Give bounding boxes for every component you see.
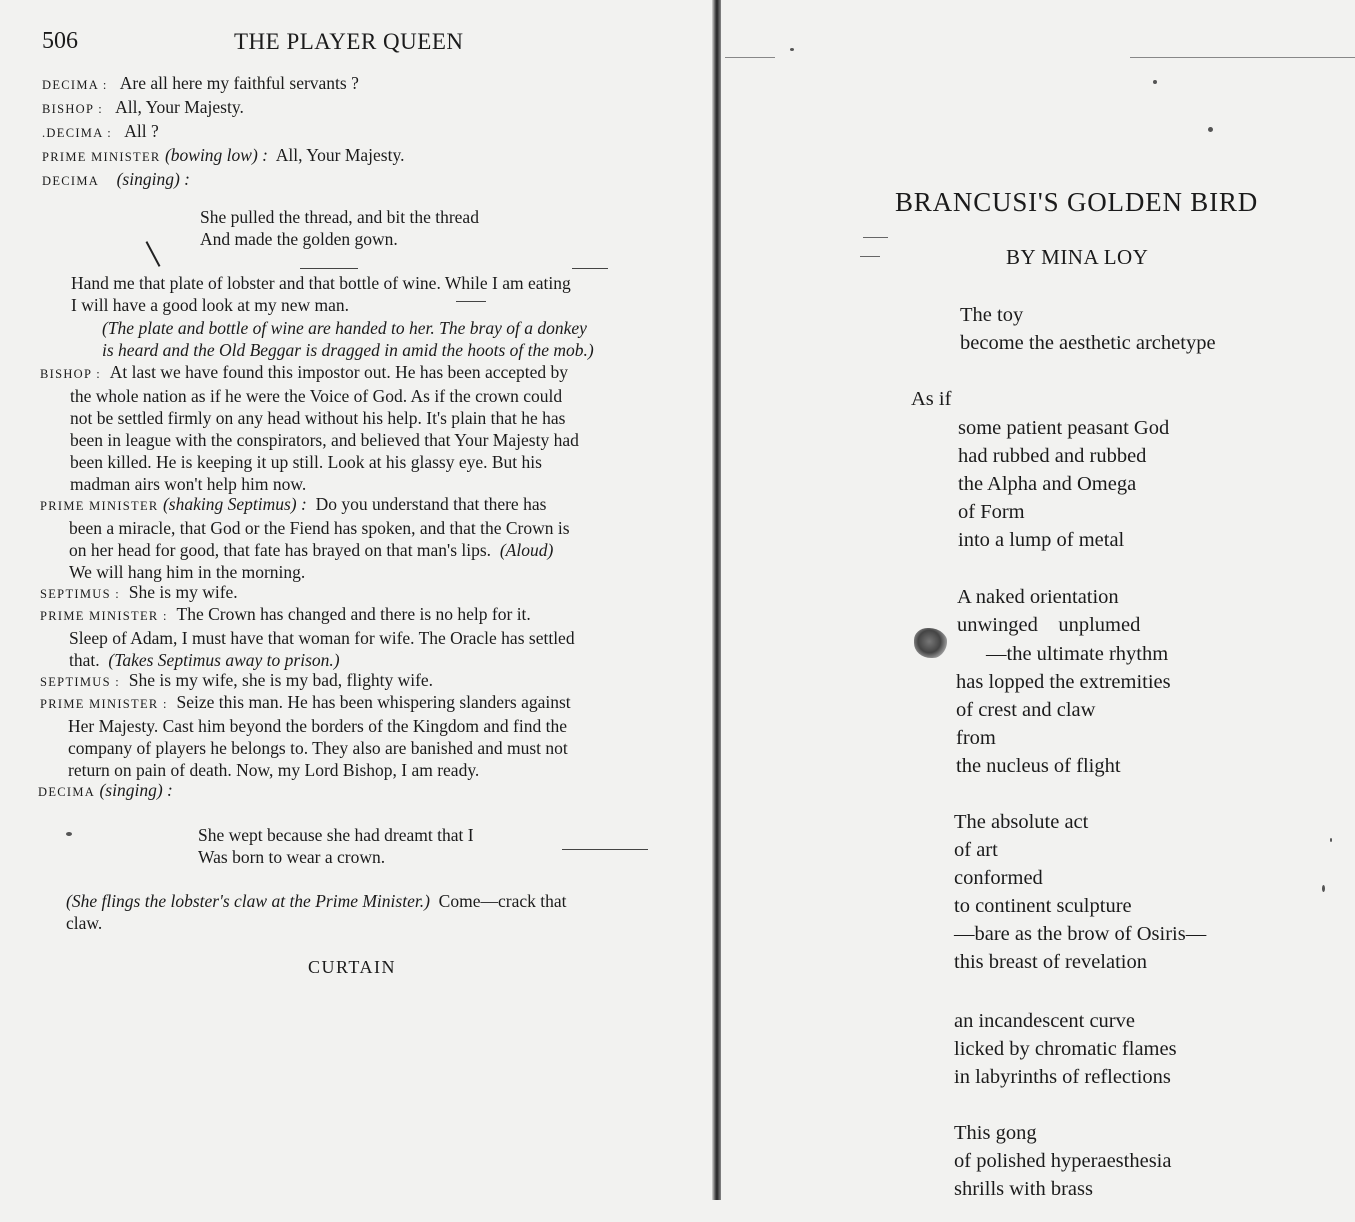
poem-line: The absolute act bbox=[954, 811, 1089, 833]
poem-line: unwinged unplumed bbox=[957, 614, 1141, 636]
speech-line: Hand me that plate of lobster and that bottle of wine. While I am eating bbox=[71, 273, 571, 293]
scan-mark bbox=[725, 57, 775, 58]
speech-line bbox=[40, 539, 570, 561]
divider-rule bbox=[572, 268, 608, 269]
speech-line: madman airs won't help him now. bbox=[70, 474, 307, 494]
divider-rule bbox=[456, 301, 486, 302]
stage-direction-line: (The plate and bottle of wine are handed to her. The bray of a donkey bbox=[102, 318, 587, 338]
poem-title: BRANCUSI'S GOLDEN BIRD bbox=[895, 187, 1258, 217]
poem-line: of crest and claw bbox=[956, 699, 1096, 721]
poem-line: had rubbed and rubbed bbox=[958, 445, 1147, 467]
speech-text: on her head for good, that fate has brayed on that man's lips. bbox=[69, 540, 492, 560]
stanza bbox=[954, 808, 1206, 976]
speaker-label: BISHOP : bbox=[42, 102, 103, 116]
speech-text: Are all here my faithful servants ? bbox=[119, 73, 359, 93]
poem-line: As if bbox=[911, 388, 952, 410]
poem-line: some patient peasant God bbox=[958, 417, 1170, 439]
speech-text: All, Your Majesty. bbox=[115, 97, 244, 117]
speaker-label: PRIME MINISTER : bbox=[40, 609, 168, 623]
speaker-label: DECIMA bbox=[38, 785, 96, 799]
song-line: Was born to wear a crown. bbox=[198, 847, 386, 867]
stray-mark bbox=[146, 241, 161, 267]
poem-line: of Form bbox=[958, 501, 1025, 523]
speech-line bbox=[40, 691, 571, 715]
poem-line: an incandescent curve bbox=[954, 1010, 1135, 1032]
speaker-label: PRIME MINISTER bbox=[42, 150, 161, 164]
speech-text: Come—crack that bbox=[438, 891, 567, 911]
speaker-label: DECIMA : bbox=[42, 78, 108, 92]
speech-text: All, Your Majesty. bbox=[275, 145, 405, 165]
poem-line: shrills with brass bbox=[954, 1178, 1093, 1200]
decima-singing bbox=[38, 779, 173, 803]
speech-line bbox=[40, 649, 575, 671]
speaker-label: PRIME MINISTER bbox=[40, 499, 159, 513]
speech-text: All ? bbox=[124, 121, 159, 141]
poem-line: the Alpha and Omega bbox=[958, 473, 1137, 495]
divider-rule bbox=[300, 268, 358, 269]
song-line: And made the golden gown. bbox=[200, 229, 398, 249]
dialogue-line bbox=[42, 96, 404, 120]
stage-direction: (singing) : bbox=[99, 780, 173, 800]
poem-line: in labyrinths of reflections bbox=[954, 1066, 1171, 1088]
dialogue-line bbox=[42, 144, 404, 168]
stage-direction: (Takes Septimus away to prison.) bbox=[108, 650, 340, 670]
page-number: 506 bbox=[42, 28, 78, 54]
dialogue-line bbox=[42, 72, 404, 96]
ink-speck bbox=[1153, 80, 1157, 84]
ink-speck bbox=[66, 832, 72, 836]
scan-mark bbox=[860, 256, 880, 257]
stage-direction-block bbox=[102, 317, 594, 361]
speech-line: Her Majesty. Cast him beyond the borders of the Kingdom and find the bbox=[68, 716, 567, 736]
curtain-label: CURTAIN bbox=[308, 957, 396, 977]
speech-line bbox=[40, 581, 238, 605]
speaker-label: SEPTIMUS : bbox=[40, 675, 121, 689]
poem-line: The toy bbox=[960, 304, 1024, 326]
poem-line: become the aesthetic archetype bbox=[960, 332, 1216, 354]
dialogue-line bbox=[42, 120, 404, 144]
stanza bbox=[960, 301, 1216, 357]
stanza bbox=[954, 1119, 1171, 1203]
speech-text: Seize this man. He has been whispering slanders against bbox=[176, 692, 571, 712]
right-page bbox=[720, 0, 1355, 1222]
ink-speck bbox=[790, 48, 794, 51]
septimus-speech-1 bbox=[40, 581, 238, 605]
scan-mark bbox=[1130, 57, 1355, 58]
stanza bbox=[986, 640, 1168, 668]
prime-minister-speech-2 bbox=[40, 603, 575, 671]
speech-line: been a miracle, that God or the Fiend has spoken, and that the Crown is bbox=[69, 518, 570, 538]
septimus-speech-2 bbox=[40, 669, 433, 693]
speech-line: been killed. He is keeping it up still. Look at his glassy eye. But his bbox=[70, 452, 542, 472]
speech-line: company of players he belongs to. They also are banished and must not bbox=[68, 738, 568, 758]
prime-minister-speech-3 bbox=[40, 691, 571, 781]
speech-line: I will have a good look at my new man. bbox=[71, 295, 349, 315]
poem-byline: BY MINA LOY bbox=[1006, 245, 1149, 269]
stage-direction: (She flings the lobster's claw at the Prime Minister.) bbox=[66, 891, 430, 911]
speaker-label: DECIMA bbox=[42, 174, 100, 188]
song-line: She pulled the thread, and bit the thread bbox=[200, 207, 479, 227]
stanza bbox=[911, 385, 951, 413]
prime-minister-speech-1 bbox=[40, 493, 570, 583]
speech-line: We will hang him in the morning. bbox=[69, 562, 306, 582]
dialogue-line bbox=[42, 168, 404, 192]
song-verse-1 bbox=[200, 206, 479, 250]
stage-direction: (singing) : bbox=[116, 169, 191, 189]
poem-line: this breast of revelation bbox=[954, 951, 1147, 973]
poem-line: conformed bbox=[954, 867, 1043, 889]
stanza bbox=[958, 414, 1169, 554]
dialogue-top bbox=[42, 72, 404, 192]
stage-direction: (Aloud) bbox=[499, 540, 554, 560]
speech-line: return on pain of death. Now, my Lord Bishop, I am ready. bbox=[68, 760, 480, 780]
speech-text: She is my wife. bbox=[128, 582, 238, 602]
speech-line bbox=[40, 603, 575, 627]
speaker-label: .DECIMA : bbox=[42, 126, 113, 140]
poem-line: of art bbox=[954, 839, 998, 861]
poem-line: from bbox=[956, 727, 996, 749]
speech-line: the whole nation as if he were the Voice of God. As if the crown could bbox=[70, 386, 563, 406]
divider-rule bbox=[562, 849, 648, 850]
speech-line: been in league with the conspirators, and believed that Your Majesty had bbox=[70, 430, 579, 450]
stanza bbox=[954, 1007, 1177, 1091]
speech-line: Sleep of Adam, I must have that woman for wife. The Oracle has settled bbox=[69, 628, 575, 648]
running-head: THE PLAYER QUEEN bbox=[234, 29, 464, 54]
poem-line: of polished hyperaesthesia bbox=[954, 1150, 1172, 1172]
speech-line bbox=[66, 890, 566, 912]
speech-line bbox=[40, 669, 433, 693]
stage-direction: (shaking Septimus) : bbox=[162, 494, 307, 514]
speech-text: that. bbox=[69, 650, 100, 670]
poem-line: to continent sculpture bbox=[954, 895, 1132, 917]
stanza bbox=[956, 668, 1171, 780]
song-verse-2 bbox=[198, 824, 474, 868]
bishop-speech bbox=[40, 361, 579, 495]
poem-line: licked by chromatic flames bbox=[954, 1038, 1177, 1060]
poem-line: This gong bbox=[954, 1122, 1037, 1144]
speech-hand-me bbox=[71, 272, 571, 316]
ink-speck bbox=[1208, 127, 1213, 132]
ink-speck bbox=[1322, 885, 1325, 892]
ink-speck bbox=[1330, 838, 1332, 842]
song-line: She wept because she had dreamt that I bbox=[198, 825, 474, 845]
speaker-label: BISHOP : bbox=[40, 367, 101, 381]
speech-line: not be settled firmly on any head without his help. It's plain that he has bbox=[70, 408, 566, 428]
speech-line bbox=[40, 493, 570, 517]
poem-line: A naked orientation bbox=[957, 586, 1119, 608]
poem-line: —the ultimate rhythm bbox=[986, 643, 1169, 665]
speech-line bbox=[38, 779, 173, 803]
poem-line: the nucleus of flight bbox=[956, 755, 1121, 777]
poem-line: —bare as the brow of Osiris— bbox=[954, 923, 1207, 945]
speech-text: Do you understand that there has bbox=[315, 494, 547, 514]
stage-direction-line: is heard and the Old Beggar is dragged in amid the hoots of the mob.) bbox=[102, 340, 594, 360]
speech-text: At last we have found this impostor out. He has been accepted by bbox=[109, 362, 569, 382]
ink-blot bbox=[914, 628, 948, 658]
speech-line: claw. bbox=[66, 913, 103, 933]
speaker-label: PRIME MINISTER : bbox=[40, 697, 168, 711]
poem-line: into a lump of metal bbox=[958, 529, 1125, 551]
stanza bbox=[957, 583, 1140, 639]
final-speech bbox=[66, 890, 566, 934]
speech-text: The Crown has changed and there is no help for it. bbox=[176, 604, 531, 624]
scan-mark bbox=[863, 237, 888, 238]
speech-text: She is my wife, she is my bad, flighty wife. bbox=[128, 670, 434, 690]
speech-line bbox=[40, 361, 579, 385]
stage-direction: (bowing low) : bbox=[164, 145, 268, 165]
speaker-label: SEPTIMUS : bbox=[40, 587, 121, 601]
poem-line: has lopped the extremities bbox=[956, 671, 1171, 693]
